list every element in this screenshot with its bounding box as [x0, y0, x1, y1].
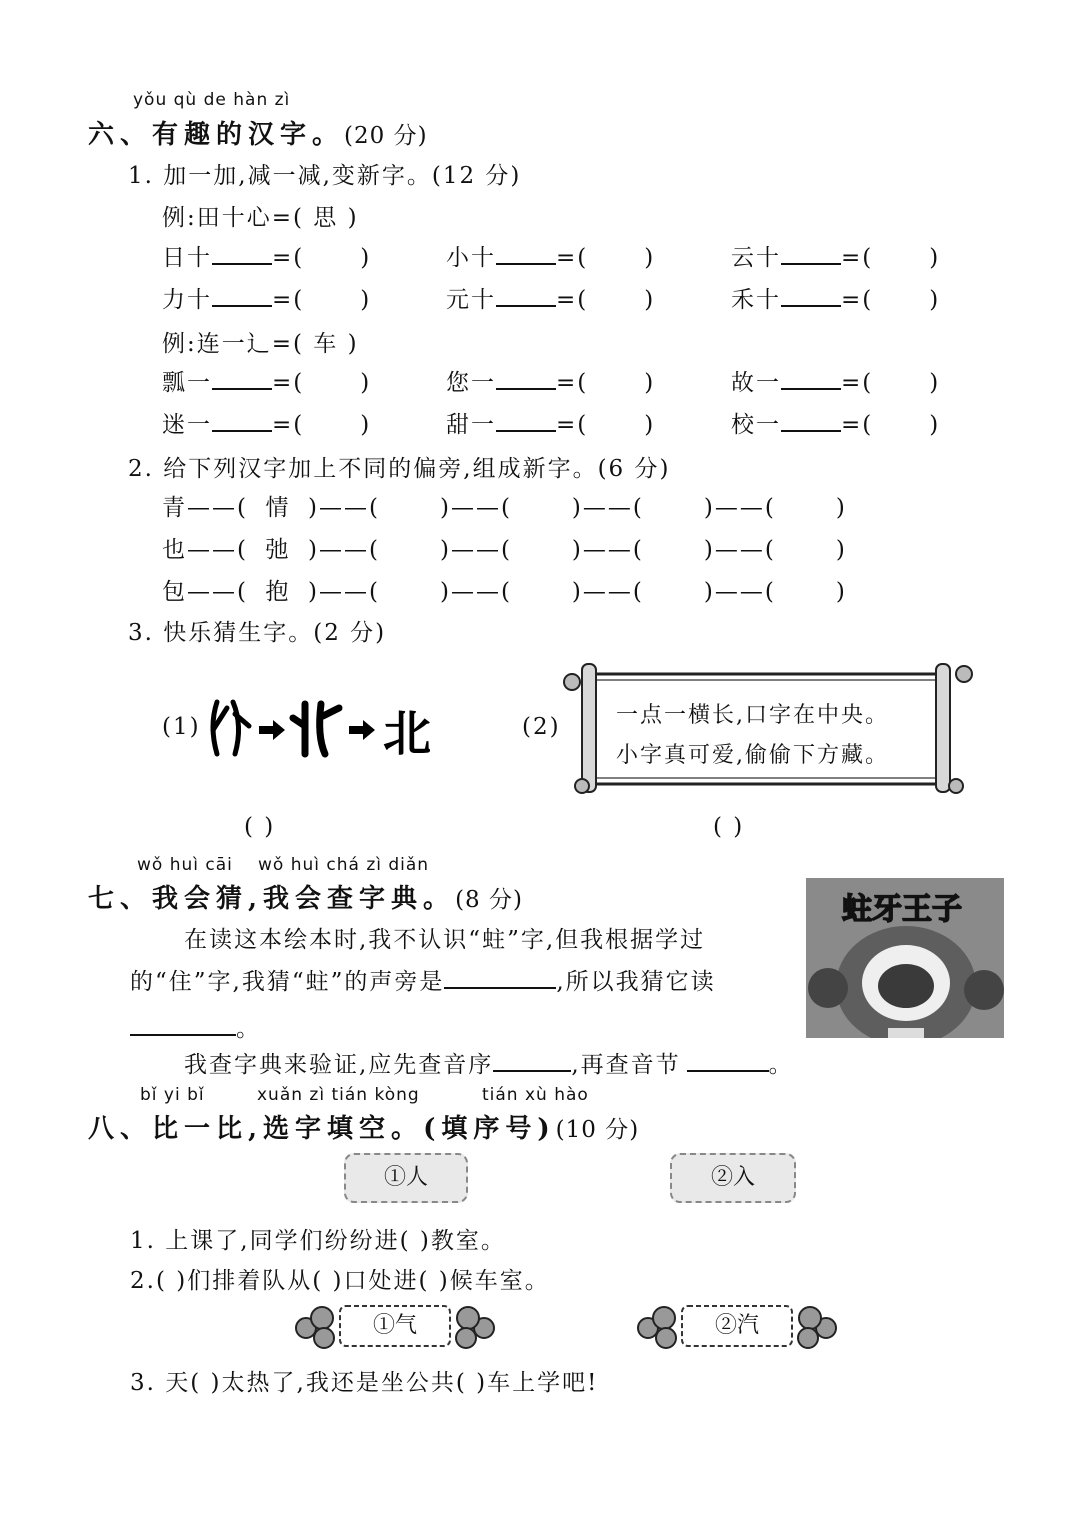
section6-title — [88, 114, 428, 151]
sub-blank[interactable] — [781, 408, 841, 432]
equals-open: =( — [272, 287, 305, 313]
radical-row: 包——( 抱 )——( )——( )——( )——( ) — [162, 573, 847, 606]
sub-blank[interactable] — [781, 366, 841, 390]
equals-open: =( — [556, 287, 589, 313]
q3-item1-label: (1) — [162, 714, 201, 740]
base-char: 青 — [162, 495, 187, 521]
ancient-glyph-icon — [213, 702, 249, 754]
equals-open: =( — [556, 412, 589, 438]
q1-title: 1. 加一加,减一减,变新字。(12 分) — [128, 163, 522, 189]
sub-item — [731, 364, 940, 397]
dash: —— — [582, 579, 633, 605]
section8-pinyin2: xuǎn zì tián kòng — [257, 1085, 420, 1105]
sub-item — [446, 364, 655, 397]
dash: —— — [187, 579, 237, 605]
sub-item — [731, 406, 940, 439]
sub-operand: 故一 — [731, 370, 781, 396]
option-ru-tag: ②入 — [670, 1153, 796, 1203]
option-qi-tag — [292, 1300, 498, 1352]
riddle-scroll — [560, 660, 980, 800]
section6-score: (20 分) — [344, 123, 428, 149]
section6-title-text: 六、有趣的汉字。 — [88, 120, 345, 150]
section8-pinyin3: tián xù hào — [482, 1085, 589, 1105]
q1-example2: 例:连一辶=( 车 ) — [162, 331, 359, 357]
yinxu-blank[interactable] — [493, 1048, 571, 1072]
add-operand: 禾十 — [731, 287, 781, 313]
riddle-line2: 小字真可爱,偷偷下方藏。 — [616, 743, 889, 768]
dash: —— — [714, 537, 765, 563]
paren-close: ) — [644, 412, 656, 438]
picture-book-image — [806, 878, 1004, 1038]
section8-pinyin1: bǐ yi bǐ — [140, 1085, 205, 1105]
sub-blank[interactable] — [496, 366, 556, 390]
paren-close: ) — [929, 412, 941, 438]
section7-pinyin2: wǒ huì chá zì diǎn — [258, 855, 430, 875]
section6-pinyin: yǒu qù de hàn zì — [133, 90, 291, 110]
radical-row: 也——( 弛 )——( )——( )——( )——( ) — [162, 531, 847, 564]
equals-open: =( — [841, 412, 874, 438]
add-operand: 小十 — [446, 245, 496, 271]
add-item — [731, 281, 940, 314]
q3-item2-label: (2) — [522, 714, 561, 740]
add-blank[interactable] — [496, 283, 556, 307]
modern-glyph: 北 — [383, 706, 432, 762]
dash: —— — [187, 495, 237, 521]
q3-answer1[interactable]: ( ) — [244, 814, 276, 840]
add-item — [446, 239, 655, 272]
add-operand: 力十 — [162, 287, 212, 313]
paren-close: ) — [929, 245, 941, 271]
dash: —— — [318, 579, 369, 605]
sub-blank[interactable] — [212, 408, 272, 432]
riddle-line1: 一点一横长,口字在中央。 — [616, 703, 889, 728]
dash: —— — [450, 579, 501, 605]
section8-score: (10 分) — [555, 1117, 640, 1143]
section8-title — [88, 1108, 639, 1145]
add-blank[interactable] — [781, 241, 841, 265]
section7-title-text: 七、我会猜,我会查字典。 — [88, 884, 456, 914]
dash: —— — [450, 495, 501, 521]
arrow-icon — [259, 720, 285, 740]
section8-title-sub: (填序号) — [423, 1114, 556, 1144]
paren-close: ) — [360, 370, 372, 396]
s7-text-d: 我查字典来验证,应先查音序 — [184, 1052, 494, 1078]
s7-text-f: 。 — [768, 1052, 794, 1078]
s7-para1-line3 — [130, 1010, 261, 1043]
equals-open: =( — [841, 245, 874, 271]
sub-operand: 您一 — [446, 370, 496, 396]
equals-open: =( — [841, 370, 874, 396]
sub-operand: 甜一 — [446, 412, 496, 438]
arrow-icon-2 — [349, 720, 375, 740]
dash: —— — [582, 537, 633, 563]
radical-row: 青——( 情 )——( )——( )——( )——( ) — [162, 489, 847, 522]
add-blank[interactable] — [212, 241, 272, 265]
sub-operand: 校一 — [731, 412, 781, 438]
dash: —— — [318, 495, 369, 521]
sub-blank[interactable] — [496, 408, 556, 432]
dash: —— — [450, 537, 501, 563]
equals-open: =( — [556, 370, 589, 396]
s7-para1-line2 — [130, 963, 716, 996]
q2-title: 2. 给下列汉字加上不同的偏旁,组成新字。(6 分) — [128, 456, 671, 482]
s7-text-c: 。 — [236, 1016, 261, 1042]
book-title: 蛀牙王子 — [842, 892, 962, 927]
paren-close: ) — [644, 370, 656, 396]
sub-item — [446, 406, 655, 439]
s8-q1: 1. 上课了,同学们纷纷进( )教室。 — [130, 1228, 506, 1254]
shengpang-blank[interactable] — [444, 965, 556, 989]
paren-close: ) — [360, 412, 372, 438]
add-item — [162, 239, 371, 272]
s8-q2: 2.( )们排着队从( )口处进( )候车室。 — [130, 1268, 550, 1294]
scroll-frame-icon — [560, 660, 980, 800]
s7-text-b: ,所以我猜它读 — [556, 969, 716, 995]
sub-item — [162, 406, 371, 439]
add-blank[interactable] — [781, 283, 841, 307]
section8-title-text: 八、比一比,选字填空。 — [88, 1114, 424, 1144]
paren-close: ) — [929, 370, 941, 396]
paren-close: ) — [644, 287, 656, 313]
example-char: 抱 — [265, 579, 291, 605]
add-blank[interactable] — [496, 241, 556, 265]
section7-score: (8 分) — [455, 887, 523, 913]
paren-close: ) — [360, 245, 372, 271]
s7-text-e: ,再查音节 — [571, 1052, 681, 1078]
section7-title — [88, 878, 523, 915]
sub-operand: 迷一 — [162, 412, 212, 438]
equals-open: =( — [272, 412, 305, 438]
base-char: 也 — [162, 537, 187, 563]
sub-operand: 瓢一 — [162, 370, 212, 396]
opt-qi2-text: ②汽 — [714, 1313, 759, 1338]
dash: —— — [582, 495, 633, 521]
q3-answer2[interactable]: ( ) — [713, 814, 745, 840]
dash: —— — [714, 579, 765, 605]
seal-glyph-icon — [293, 704, 339, 754]
base-char: 包 — [162, 579, 187, 605]
dash: —— — [187, 537, 237, 563]
s7-para1-line1: 在读这本绘本时,我不认识“蛀”字,但我根据学过 — [184, 927, 706, 953]
paren-close: ) — [644, 245, 656, 271]
option-qi2-tag — [634, 1300, 840, 1352]
example-char: 弛 — [265, 537, 291, 563]
s7-text-a: 的“住”字,我猜“蛀”的声旁是 — [130, 969, 445, 995]
add-operand: 元十 — [446, 287, 496, 313]
add-operand: 日十 — [162, 245, 212, 271]
q1-example1: 例:田十心=( 思 ) — [162, 205, 359, 231]
opt-qi-text: ①气 — [372, 1313, 417, 1338]
example-char: 情 — [265, 495, 291, 521]
add-operand: 云十 — [731, 245, 781, 271]
dash: —— — [714, 495, 765, 521]
add-item — [446, 281, 655, 314]
dash: —— — [318, 537, 369, 563]
equals-open: =( — [841, 287, 874, 313]
sub-blank[interactable] — [212, 366, 272, 390]
equals-open: =( — [556, 245, 589, 271]
add-item — [162, 281, 371, 314]
equals-open: =( — [272, 245, 305, 271]
sub-item — [162, 364, 371, 397]
s8-q3: 3. 天( )太热了,我还是坐公共( )车上学吧! — [130, 1370, 599, 1396]
q3-title: 3. 快乐猜生字。(2 分) — [128, 620, 387, 646]
section7-pinyin1: wǒ huì cāi — [137, 855, 233, 875]
option-ren-tag: ①人 — [344, 1153, 468, 1203]
reading-blank[interactable] — [130, 1012, 236, 1036]
paren-close: ) — [929, 287, 941, 313]
yinjie-blank[interactable] — [687, 1048, 769, 1072]
equals-open: =( — [272, 370, 305, 396]
s7-para2 — [184, 1046, 794, 1079]
add-item — [731, 239, 940, 272]
paren-close: ) — [360, 287, 372, 313]
glyph-evolution-figure — [205, 696, 445, 762]
add-blank[interactable] — [212, 283, 272, 307]
